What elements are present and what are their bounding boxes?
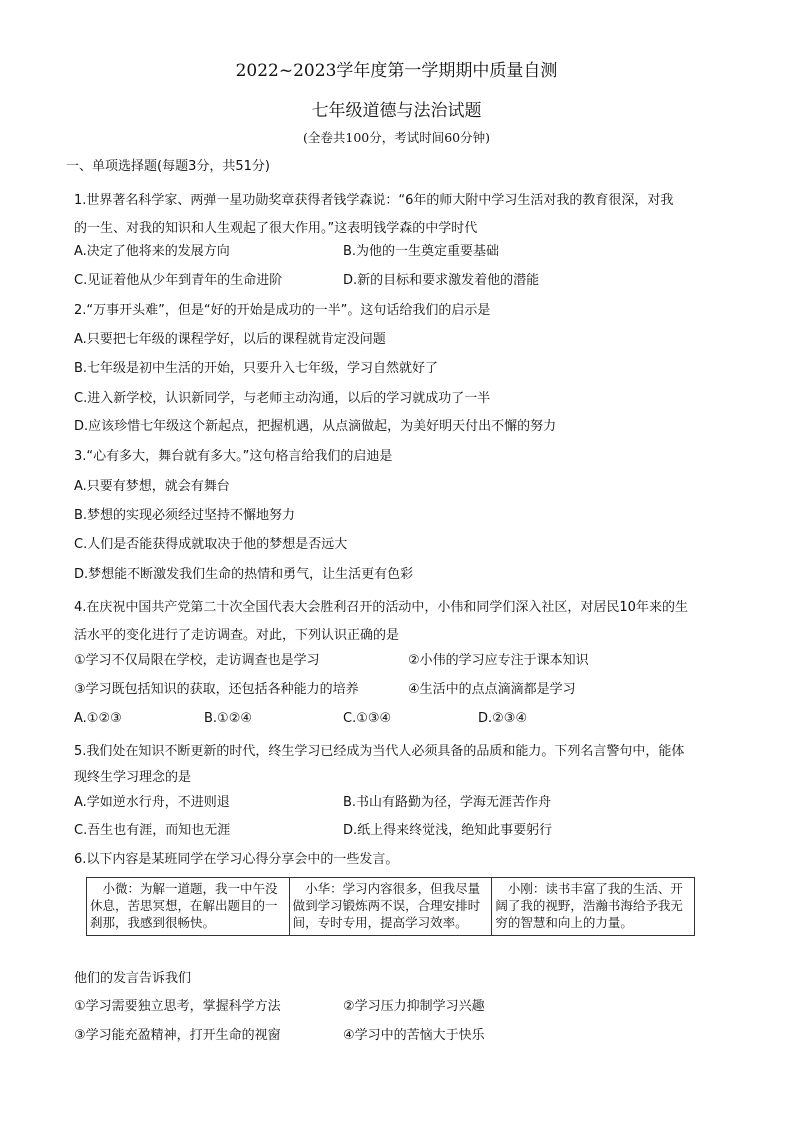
q5-option-d: D.纸上得来终觉浅，绝知此事要躬行	[343, 823, 553, 838]
q4-statement-2: ②小伟的学习应专注于课本知识	[408, 653, 589, 668]
q5-option-c: C.吾生也有涯，而知也无涯	[74, 823, 231, 838]
q1-option-b: B.为他的一生奠定重要基础	[343, 244, 500, 259]
q5-stem-line2: 现终生学习理念的是	[74, 770, 192, 785]
q2-stem: 2.“万事开头难”，但是“好的开始是成功的一半”。这句话给我们的启示是	[74, 303, 491, 318]
q4-option-c: C.①③④	[343, 711, 392, 726]
q4-statement-3: ③学习既包括知识的获取，还包括各种能力的培养	[74, 682, 359, 697]
exam-subject: 七年级道德与法治试题	[311, 101, 482, 121]
q4-option-a: A.①②③	[74, 711, 122, 726]
q4-option-b: B.①②④	[204, 711, 253, 726]
q1-stem-line1: 1.世界著名科学家、两弹一星功勋奖章获得者钱学森说：“6年的师大附中学习生活对我的教育很深，对我	[74, 193, 674, 208]
q4-statement-4: ④生活中的点点滴滴都是学习	[408, 682, 576, 697]
q4-stem-line1: 4.在庆祝中国共产党第二十次全国代表大会胜利召开的活动中，小伟和同学们深入社区，对居民10年来的生	[74, 600, 688, 615]
q4-stem-line2: 活水平的变化进行了走访调查。对此，下列认识正确的是	[74, 628, 400, 643]
q6-prompt: 他们的发言告诉我们	[74, 971, 192, 986]
q1-option-a: A.决定了他将来的发展方向	[74, 244, 230, 259]
q3-option-d: D.梦想能不断激发我们生命的热情和勇气，让生活更有色彩	[74, 567, 414, 582]
q6-quote-xiaogang: 小刚：读书丰富了我的生活、开阔了我的视野，浩瀚书海给予我无穷的智慧和向上的力量。	[492, 878, 695, 936]
q6-stem: 6.以下内容是某班同学在学习心得分享会中的一些发言。	[74, 852, 399, 867]
q4-statement-1: ①学习不仅局限在学校，走访调查也是学习	[74, 653, 320, 668]
q1-option-c: C.见证着他从少年到青年的生命进阶	[74, 273, 283, 288]
q6-statement-4: ④学习中的苦恼大于快乐	[343, 1028, 485, 1043]
q4-option-d: D.②③④	[478, 711, 528, 726]
section-heading: 一、单项选择题(每题3分，共51分)	[66, 159, 270, 174]
q3-option-b: B.梦想的实现必须经过坚持不懈地努力	[74, 508, 296, 523]
q1-option-d: D.新的目标和要求激发着他的潜能	[343, 273, 540, 288]
q6-statement-1: ①学习需要独立思考，掌握科学方法	[74, 999, 281, 1014]
q6-quote-xiaowei: 小微：为解一道题，我一中午没休息，苦思冥想，在解出题目的一刹那，我感到很畅快。	[87, 878, 290, 936]
exam-title: 2022~2023学年度第一学期期中质量自测	[235, 61, 558, 81]
q2-option-a: A.只要把七年级的课程学好，以后的课程就肯定没问题	[74, 332, 386, 347]
q6-quote-xiaohua: 小华：学习内容很多，但我尽量做到学习锻炼两不误，合理安排时间，专时专用，提高学习效率。	[289, 878, 492, 936]
q5-option-b: B.书山有路勤为径，学海无涯苦作舟	[343, 795, 552, 810]
q2-option-d: D.应该珍惜七年级这个新起点，把握机遇，从点滴做起，为美好明天付出不懈的努力	[74, 419, 557, 434]
q2-option-c: C.进入新学校，认识新同学，与老师主动沟通，以后的学习就成功了一半	[74, 391, 491, 406]
q6-quote-table	[86, 877, 695, 936]
exam-note: (全卷共100分，考试时间60分钟)	[302, 130, 491, 145]
q6-statement-2: ②学习压力抑制学习兴趣	[343, 999, 485, 1014]
q6-statement-3: ③学习能充盈精神，打开生命的视窗	[74, 1028, 281, 1043]
q3-option-c: C.人们是否能获得成就取决于他的梦想是否远大	[74, 537, 348, 552]
q2-option-b: B.七年级是初中生活的开始，只要升入七年级，学习自然就好了	[74, 361, 439, 376]
q1-stem-line2: 的一生、对我的知识和人生观起了很大作用。”这表明钱学森的中学时代	[74, 221, 478, 236]
q3-option-a: A.只要有梦想，就会有舞台	[74, 479, 230, 494]
q5-stem-line1: 5.我们处在知识不断更新的时代，终生学习已经成为当代人必须具备的品质和能力。下列名言警句中，能体	[74, 744, 685, 759]
q5-option-a: A.学如逆水行舟，不进则退	[74, 795, 230, 810]
q3-stem: 3.“心有多大，舞台就有多大。”这句格言给我们的启迪是	[74, 449, 393, 464]
